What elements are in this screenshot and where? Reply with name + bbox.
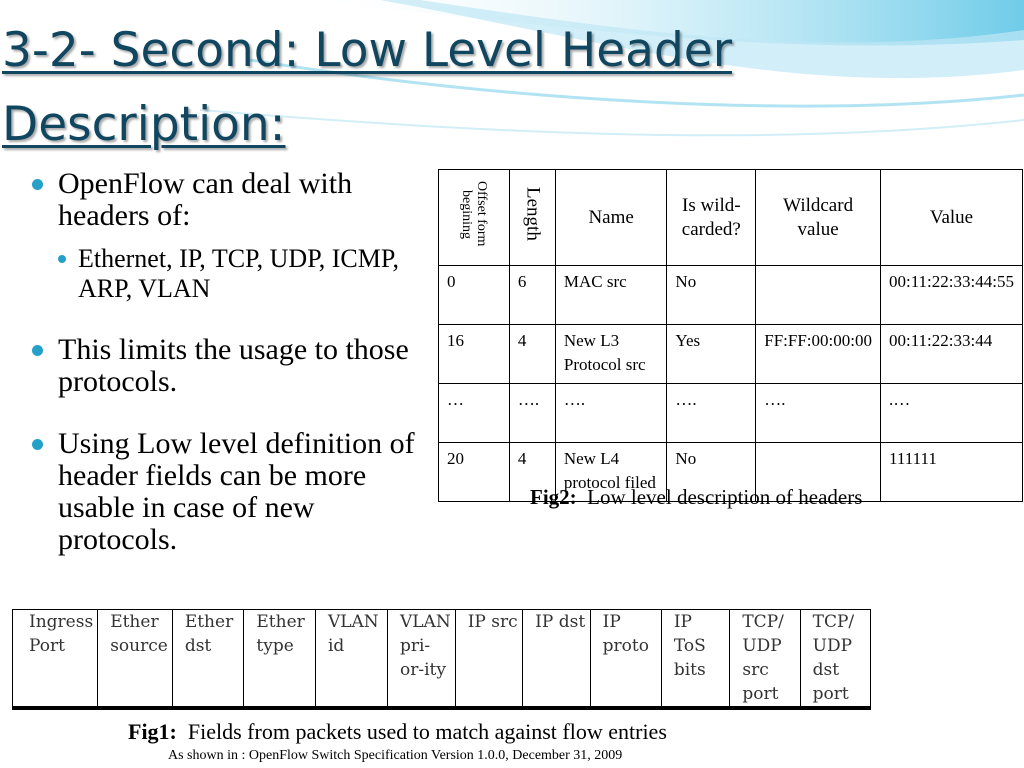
sub-bullet-item: Ethernet, IP, TCP, UDP, ICMP, ARP, VLAN [58, 244, 432, 304]
fig1-caption-label: Fig1: [128, 719, 177, 744]
field-ether-dst: Ether dst [172, 610, 244, 709]
bullet-text: OpenFlow can deal with headers of: [58, 167, 353, 232]
cell-wildcard-value: FF:FF:00:00:00 [756, 325, 881, 384]
fig1-caption [128, 719, 667, 745]
field-vlan-id: VLAN id [315, 610, 387, 709]
header-name: Name [555, 170, 667, 266]
cell-offset: 20 [439, 443, 510, 502]
sub-bullet-list [58, 244, 432, 304]
field-ip-dst: IP dst [523, 610, 590, 709]
header-offset: Offset form begining [439, 170, 510, 266]
bullet-item: Using Low level definition of header fields can be more usable in case of new protocols. [32, 428, 432, 556]
cell-length: 6 [509, 266, 555, 325]
field-tcp-udp-dst-port: TCP/ UDP dst port [800, 610, 870, 709]
table-row [439, 266, 1023, 325]
cell-name: New L4 protocol filed [555, 443, 667, 502]
field-ip-proto: IP proto [590, 610, 661, 709]
field-ingress-port: Ingress Port [13, 610, 98, 709]
cell-name: New L3 Protocol src [555, 325, 667, 384]
cell-name: …. [555, 384, 667, 443]
bullet-item: This limits the usage to those protocols. [32, 334, 432, 398]
cell-value: 00:11:22:33:44 [880, 325, 1022, 384]
low-level-header-table [438, 169, 1023, 502]
table-row [439, 384, 1023, 443]
fields-row [13, 610, 871, 709]
cell-wildcard-value: …. [756, 384, 881, 443]
cell-offset: 16 [439, 325, 510, 384]
source-note: As shown in : OpenFlow Switch Specification Version 1.0.0, December 31, 2009 [168, 748, 623, 763]
field-ip-src: IP src [455, 610, 522, 709]
cell-value: .… [880, 384, 1022, 443]
cell-wildcarded: …. [667, 384, 756, 443]
table-header-row [439, 170, 1023, 266]
field-ip-tos-bits: IP ToS bits [661, 610, 730, 709]
bullet-item [32, 168, 432, 304]
cell-value: 111111 [880, 443, 1022, 502]
header-wildcard-value: Wildcard value [756, 170, 881, 266]
slide-title: 3-2- Second: Low Level Header Description: [2, 23, 733, 152]
fig1-caption-text: Fields from packets used to match against flow entries [187, 719, 667, 744]
cell-name: MAC src [555, 266, 667, 325]
field-ether-type: Ether type [244, 610, 316, 709]
field-tcp-udp-src-port: TCP/ UDP src port [730, 610, 800, 709]
header-length: Length [509, 170, 555, 266]
table-row [439, 325, 1023, 384]
match-fields-table [12, 609, 871, 710]
field-vlan-priority: VLAN pri-or-ity [387, 610, 455, 709]
cell-length: 4 [509, 325, 555, 384]
cell-offset: 0 [439, 266, 510, 325]
cell-wildcard-value [756, 266, 881, 325]
cell-wildcarded: No [667, 266, 756, 325]
header-wildcarded: Is wild-carded? [667, 170, 756, 266]
fig2-caption-label: Fig2: [530, 485, 577, 509]
bullet-list [32, 168, 432, 586]
header-value: Value [880, 170, 1022, 266]
field-ether-source: Ether source [98, 610, 173, 709]
fig2-caption [530, 485, 862, 510]
cell-wildcarded: Yes [667, 325, 756, 384]
cell-value: 00:11:22:33:44:55 [880, 266, 1022, 325]
cell-length: 4 [509, 443, 555, 502]
fig2-caption-text: Low level description of headers [587, 485, 863, 509]
cell-offset: … [439, 384, 510, 443]
cell-length: …. [509, 384, 555, 443]
cell-wildcarded: No [667, 443, 756, 502]
